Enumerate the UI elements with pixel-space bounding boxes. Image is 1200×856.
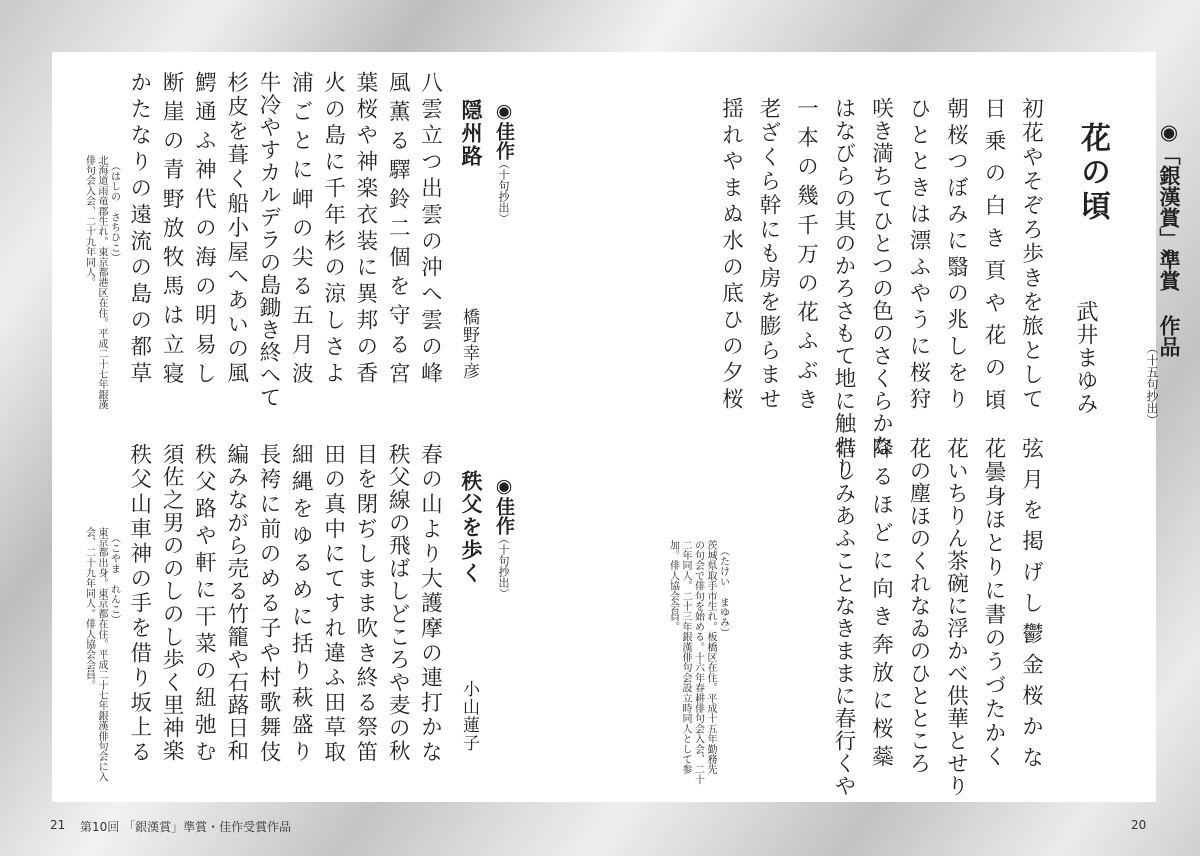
verse-line: 花いちりん茶碗に浮かべ供華とせり	[943, 437, 969, 797]
verse-line: 断崖の青野放牧馬は立寝	[159, 71, 185, 392]
verse-line: ひとときは漂ふやうに桜狩	[906, 97, 931, 414]
footer-left-page-number: 21	[50, 818, 66, 832]
bio-line: （はしの さちひこ）	[108, 161, 120, 263]
verse-line: 朝桜つぼみに翳の兆しをり	[943, 97, 969, 414]
verse-line: 初花やそぞろ歩きを旅として	[1018, 97, 1044, 412]
verse-line: 日乗の白き頁や花の頃	[981, 97, 1006, 421]
award-bio	[666, 540, 729, 785]
kasaku1-heading: ◉佳作	[493, 100, 515, 160]
bio-line: （こやま れんこ）	[108, 533, 120, 625]
verse-line: 惜しみあふことなきままに春行くや	[831, 437, 856, 797]
bio-line: （たけい まゆみ）	[717, 546, 729, 638]
kasaku1-note: （十句抄出）	[497, 158, 510, 224]
verse-line: 長袴に前のめる子や村歌舞伎	[256, 443, 281, 766]
verse-line: 花曇身ほとりに書のうづたかく	[981, 437, 1006, 769]
verse-line: 鰐通ふ神代の海の明易し	[191, 71, 217, 392]
verse-line: 八雲立つ出雲の沖へ雲の峰	[417, 71, 443, 388]
bio-line: 加。俳人協会会員。	[667, 540, 679, 632]
award-note: （十五句抄出）	[1145, 342, 1159, 426]
verse-line: 田の真中にてすれ違ふ田草取	[320, 443, 346, 766]
award-verses-upper	[718, 97, 1048, 480]
bio-line: 茨城県取手市生れ。板橋区在住。平成十五年勤務先	[705, 540, 716, 775]
verse-line: 浦ごとに岬の尖る五月波	[288, 71, 314, 392]
kasaku2-bio	[82, 527, 120, 782]
bio-line: 北海道雨竜郡生れ。東京都港区在住。平成二十七年銀漢	[96, 155, 107, 410]
bio-line: の句会で俳句を始める。十六年春耕俳句会入会、二十	[692, 540, 704, 785]
bio-line: 二年同人。二十三年銀漢俳句会設立時同人として参	[680, 540, 691, 775]
verse-line: 咲き満ちてひとつの色のさくらかな	[868, 97, 894, 457]
kasaku2-note: （十句抄出）	[497, 533, 510, 599]
verse-line: 火の島に千年杉の涼しさよ	[320, 71, 346, 388]
kasaku1-title: 隠州路	[459, 99, 483, 168]
verse-line: 細縄をゆるめに括り萩盛り	[288, 443, 314, 767]
award-heading: ◉「銀漢賞」準賞 作品	[1157, 120, 1181, 357]
verse-line: 降るほどに向き奔放に桜蘂	[868, 437, 894, 773]
bio-line: 俳句会入会、二十九年同人。	[83, 155, 95, 288]
verse-line: 葉桜や神楽衣装に異邦の香	[352, 71, 378, 388]
kasaku2-title: 秩父を歩く	[459, 470, 483, 585]
kasaku1-author: 橋野幸彦	[459, 308, 479, 380]
verse-line: 編みながら売る竹籠や石蕗日和	[223, 443, 249, 763]
kasaku1-bio	[82, 155, 120, 410]
kasaku2-heading: ◉佳作	[493, 475, 515, 535]
verse-line: 風薫る驛鈴二個を守る宮	[385, 71, 411, 392]
verse-line: 秩父山車神の手を借り坂上る	[126, 443, 152, 766]
award-heading-block	[1145, 120, 1192, 440]
kasaku1-verses	[126, 71, 448, 409]
verse-line: 春の山より大護摩の連打かな	[417, 443, 443, 766]
verse-line: 目を閉ぢしまま吹き終る祭笛	[352, 443, 378, 766]
verse-line: 牛冷やすカルデラの島鋤き終へて	[256, 71, 281, 409]
bio-line: 東京都出身。東京都在住。平成二十七年銀漢俳句会に入	[96, 527, 107, 782]
bio-line: 会、二十九年同人。俳人協会会員。	[83, 527, 95, 691]
verse-line: 弦月を掲げし鬱金桜かな	[1018, 437, 1044, 777]
award-title: 花の頃	[1075, 122, 1110, 224]
verse-line: はなびらの其のかろさもて地に触れり	[831, 97, 856, 480]
kasaku2-author: 小山蓮子	[459, 680, 479, 752]
footer-running-title: 第10回 「銀漢賞」準賞・佳作受賞作品	[80, 820, 292, 834]
award-verses-lower	[798, 437, 1048, 797]
verse-line: かたなりの遠流の島の都草	[126, 71, 152, 388]
verse-line: 揺れやまぬ水の底ひの夕桜	[718, 97, 744, 414]
verse-line: 老ざくら幹にも房を膨らませ	[756, 97, 781, 412]
verse-line: 一本の幾千万の花ふぶき	[793, 97, 819, 418]
award-author: 武井まゆみ	[1073, 300, 1098, 415]
verse-line: 秩父路や軒に干菜の紐弛む	[191, 443, 217, 767]
verse-line: 秩父線の飛ばしどころや麦の秋	[385, 443, 411, 763]
footer-right-page-number: 20	[1131, 818, 1147, 832]
verse-line: 杉皮を葺く船小屋へあいの風	[223, 71, 249, 386]
kasaku2-verses	[128, 443, 448, 783]
verse-line: 花の塵ほのくれなゐのひとところ	[906, 437, 931, 775]
verse-line: 須佐之男ののしのし歩く里神楽	[159, 443, 185, 763]
